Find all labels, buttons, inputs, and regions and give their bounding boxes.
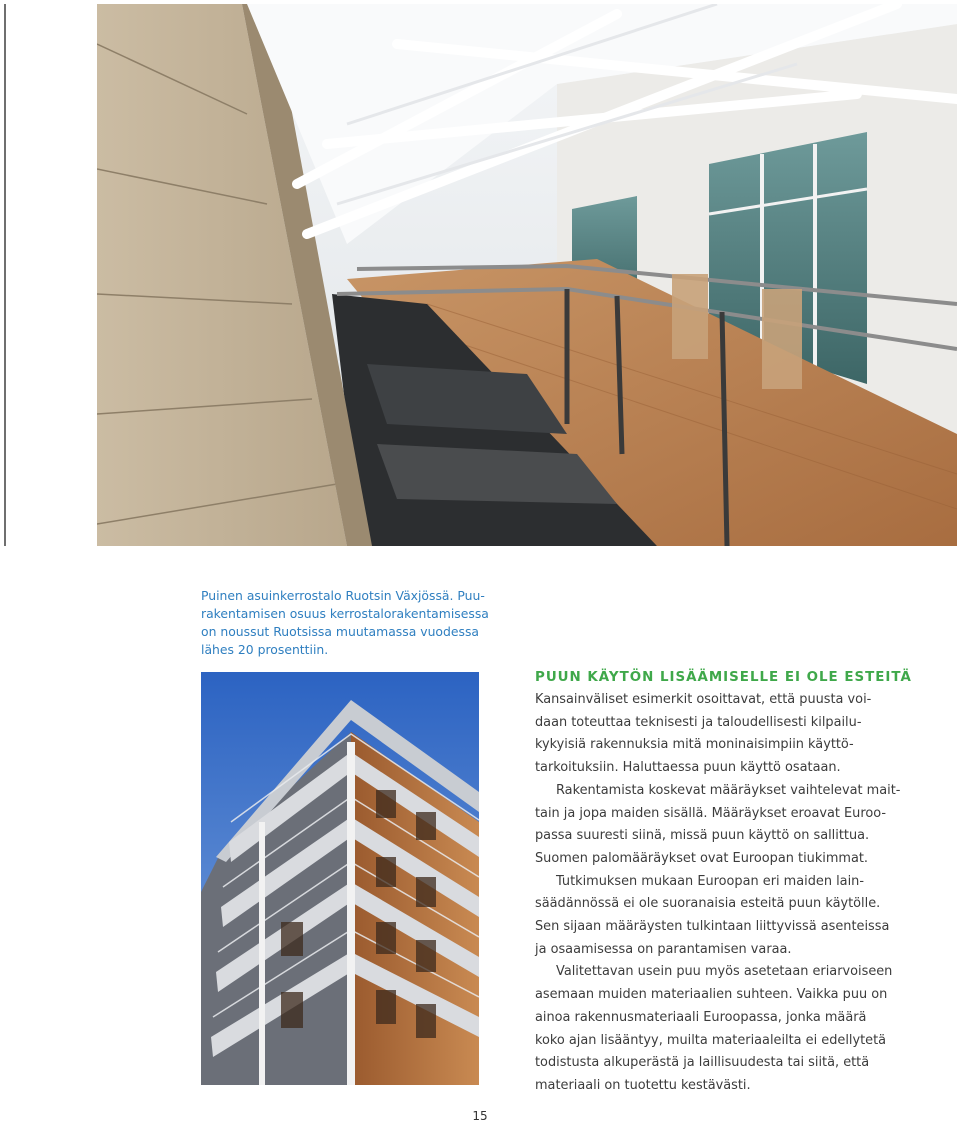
paragraph-3 [535,871,890,962]
text-line: daan toteuttaa teknisesti ja taloudellisesti kilpailu- [535,714,862,730]
photo-caption [201,587,501,659]
text-line: kykyisiä rakennuksia mitä moninaisimpiin käyttö- [535,737,854,753]
text-line: todistusta alkuperästä ja laillisuudesta tai siitä, että [535,1055,870,1071]
caption-line: on noussut Ruotsissa muutamassa vuodessa [201,624,479,639]
paragraph-1 [535,689,875,780]
text-line: Sen sijaan määräysten tulkintaan liittyvissä asenteissa [535,919,890,935]
text-line: passa suuresti siinä, missä puun käyttö on sallittua. [535,828,870,844]
exterior-photo-illustration [201,672,479,1085]
caption-line: rakentamisen osuus kerrostalorakentamisessa [201,606,489,621]
caption-line: Puinen asuinkerrostalo Ruotsin Växjössä. Puu- [201,588,485,603]
text-line: Rakentamista koskevat määräykset vaihtelevat mait- [556,782,901,798]
interior-photo-illustration [97,4,957,546]
text-line: ja osaamisessa on parantamisen varaa. [535,941,792,957]
text-line: Suomen palomääräykset ovat Euroopan tiukimmat. [535,850,869,866]
text-line: Tutkimuksen mukaan Euroopan eri maiden lain- [556,873,864,889]
page-number: 15 [472,1109,488,1123]
left-margin-rule [4,4,6,546]
caption-line: lähes 20 prosenttiin. [201,642,329,657]
text-line: tain ja jopa maiden sisällä. Määräykset eroavat Euroo- [535,805,887,821]
text-line: säädännössä ei ole suoranaisia esteitä puun käytölle. [535,896,881,912]
text-line: Valitettavan usein puu myös asetetaan eriarvoiseen [556,964,893,980]
paragraph-2 [535,780,901,871]
text-line: Kansainväliset esimerkit osoittavat, että puusta voi- [535,692,872,707]
text-line: tarkoituksiin. Haluttaessa puun käyttö osataan. [535,760,841,776]
text-line: materiaali on tuotettu kestävästi. [535,1077,751,1093]
text-line: koko ajan lisääntyy, muilta materiaaleilta ei edellytetä [535,1032,887,1048]
article [535,668,912,1098]
interior-photo [97,4,957,546]
paragraph-4 [535,961,893,1097]
text-line: ainoa rakennusmateriaali Euroopassa, jonka määrä [535,1009,867,1025]
exterior-photo [201,672,479,1085]
text-line: asemaan muiden materiaalien suhteen. Vaikka puu on [535,987,888,1003]
article-heading: PUUN KÄYTÖN LISÄÄMISELLE EI OLE ESTEITÄ [535,670,912,685]
